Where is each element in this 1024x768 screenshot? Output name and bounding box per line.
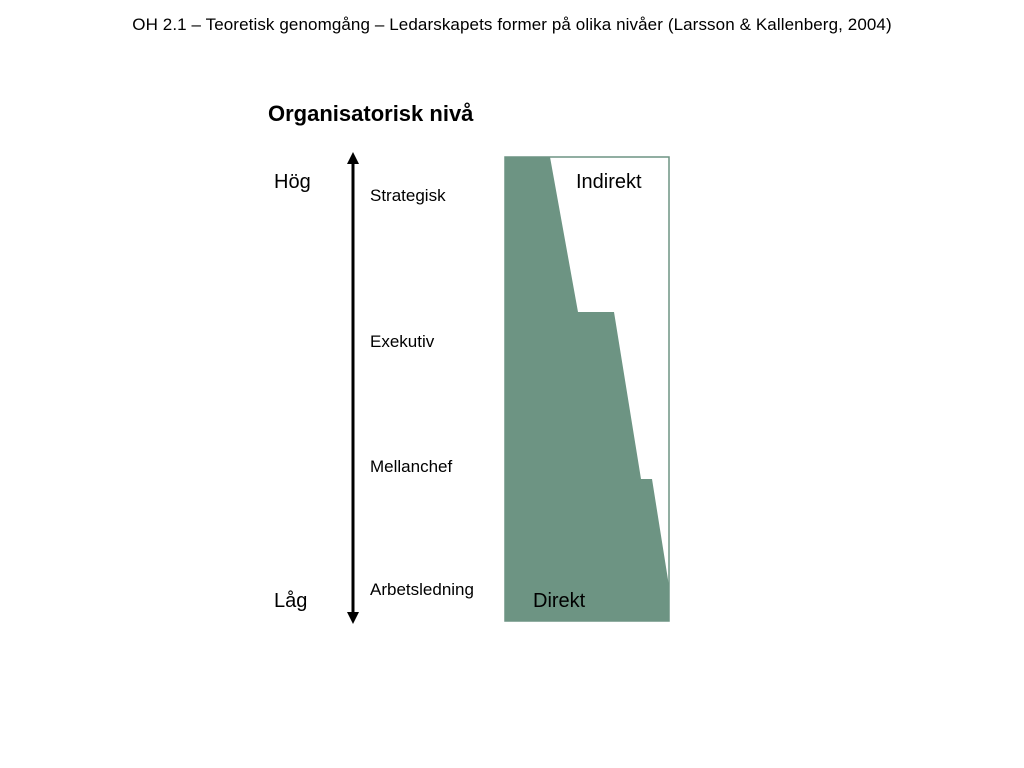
- slide-title: OH 2.1 – Teoretisk genomgång – Ledarskapets former på olika nivåer (Larsson & Kallenberg, 2004): [132, 15, 892, 34]
- level-label-exekutiv: Exekutiv: [370, 332, 435, 351]
- level-label-mellanchef: Mellanchef: [370, 457, 453, 476]
- direct-label: Direkt: [533, 590, 586, 612]
- diagram-heading: Organisatorisk nivå: [268, 101, 474, 126]
- level-label-strategisk: Strategisk: [370, 186, 446, 205]
- axis-label-low: Låg: [274, 590, 308, 612]
- level-label-arbetsledning: Arbetsledning: [370, 580, 474, 599]
- leadership-form-chart: [504, 156, 672, 624]
- level-axis-arrow: [343, 152, 363, 624]
- indirect-label: Indirekt: [576, 171, 642, 193]
- axis-label-high: Hög: [274, 171, 311, 193]
